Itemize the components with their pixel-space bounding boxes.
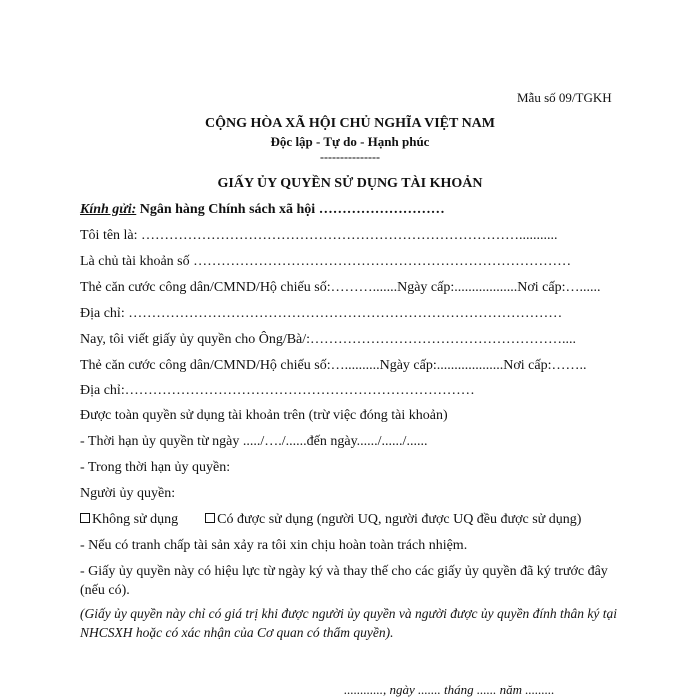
id-field-grantor: Thẻ căn cước công dân/CMND/Hộ chiếu số:……….......Ngày cấp:..................Nơi cấp:…...... [80, 280, 601, 295]
option-not-use-label: Không sử dụng [92, 512, 179, 527]
note-text: (Giấy ủy quyền này chỉ có giá trị khi được người ủy quyền và người được ủy quyền đính thân ký tại NHCSXH hoặc có xác nhận của Cơ quan có thẩm quyền). [80, 606, 618, 640]
recipient-value: Ngân hàng Chính sách xã hội ……………………… [136, 202, 445, 217]
option-can-use-label: Có được sử dụng (người UQ, người được UQ đều được sử dụng) [217, 512, 582, 527]
document-title: GIẤY ỦY QUYỀN SỬ DỤNG TÀI KHOẢN [217, 176, 483, 191]
form-number: Mẫu số 09/TGKH [517, 90, 612, 105]
address-field-grantor: Địa chỉ: ………………………………………………………………………………… [80, 306, 563, 321]
checkbox-not-use[interactable] [80, 513, 90, 523]
usage-options [80, 512, 581, 528]
dispute-text: - Nếu có tranh chấp tài sản xảy ra tôi xin chịu hoàn toàn trách nhiệm. [80, 538, 468, 553]
id-field-grantee: Thẻ căn cước công dân/CMND/Hộ chiếu số:…..........Ngày cấp:...................Nơi cấp:…….. [80, 358, 587, 373]
period-field: - Thời hạn ủy quyền từ ngày ...../…./......đến ngày....../....../...... [80, 434, 428, 449]
recipient-line [80, 202, 445, 218]
account-field: Là chủ tài khoản số ……………………………………………………………………… [80, 254, 572, 269]
motto: Độc lập - Tự do - Hạnh phúc [270, 134, 430, 149]
grantor-label: Người ủy quyền: [80, 486, 176, 501]
validity-text: - Giấy ủy quyền này có hiệu lực từ ngày ký và thay thế cho các giấy ủy quyền đã ký trước đây (nếu có). [80, 564, 608, 598]
recipient-label: Kính gửi: [80, 202, 137, 217]
full-rights-text: Được toàn quyền sử dụng tài khoản trên (trừ việc đóng tài khoản) [80, 408, 448, 423]
country-header: CỘNG HÒA XÃ HỘI CHỦ NGHĨA VIỆT NAM [204, 116, 495, 131]
checkbox-can-use[interactable] [205, 513, 215, 523]
during-period-text: - Trong thời hạn ủy quyền: [80, 460, 231, 475]
header-separator: --------------- [320, 150, 380, 164]
authorize-field: Nay, tôi viết giấy ủy quyền cho Ông/Bà/:……………………………………………….... [80, 332, 577, 347]
name-field: Tôi tên là: ………………………………………………………………………........... [80, 228, 558, 243]
date-line: ............, ngày ....... tháng ...... năm ......... [344, 682, 555, 697]
address-field-grantee: Địa chỉ:………………………………………………………………… [80, 383, 475, 398]
